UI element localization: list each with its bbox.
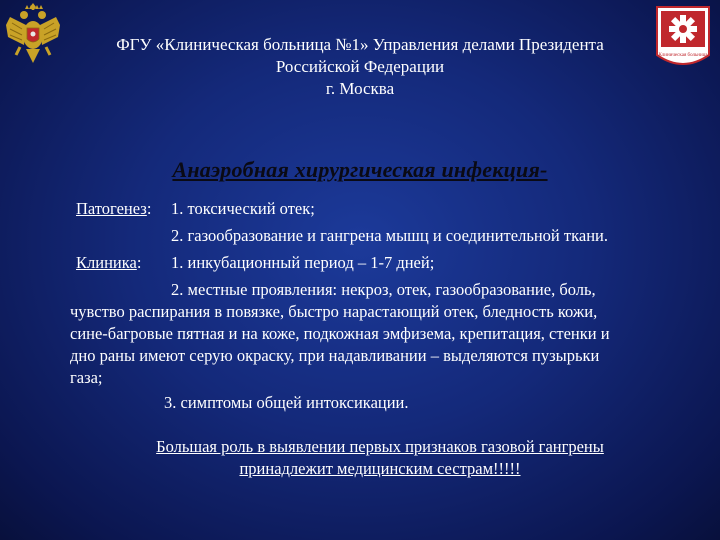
pathogenesis-item-1: 1. токсический отек; bbox=[171, 199, 315, 218]
header bbox=[72, 34, 648, 100]
pathogenesis-row-1 bbox=[76, 198, 151, 220]
slide-title: Анаэробная хирургическая инфекция- bbox=[172, 157, 548, 182]
header-line-2: Российской Федерации bbox=[275, 57, 445, 76]
clinic-item-2-line-3: сине-багровые пятная и на коже, подкожная эмфизема, крепитация, стенки и bbox=[70, 324, 610, 343]
footer-line-2: принадлежит медицинским сестрам!!!!! bbox=[239, 459, 521, 478]
clinic-item-1: 1. инкубационный период – 1-7 дней; bbox=[171, 253, 435, 272]
header-line-3: г. Москва bbox=[325, 79, 395, 98]
clinic-row-1 bbox=[76, 252, 141, 274]
footer-note bbox=[0, 436, 720, 480]
pathogenesis-item-2: 2. газообразование и гангрена мышц и соединительной ткани. bbox=[171, 226, 608, 245]
clinic-item-2-line-5: газа; bbox=[70, 368, 103, 387]
header-line-1: ФГУ «Клиническая больница №1» Управления делами Президента bbox=[116, 35, 604, 54]
coat-of-arms-icon bbox=[4, 3, 62, 69]
clinic-item-2-line-2: чувство распирания в повязке, быстро нарастающий отек, бледность кожи, bbox=[70, 302, 598, 321]
clinic-sep: : bbox=[136, 253, 142, 272]
footer-line-1: Большая роль в выявлении первых признаков газовой гангрены bbox=[156, 437, 604, 456]
clinic-item-2-line-4: дно раны имеют серую окраску, при надавливании – выделяются пузырьки bbox=[70, 346, 600, 365]
clinic-item-3: 3. симптомы общей интоксикации. bbox=[164, 393, 409, 412]
clinic-label: Клиника bbox=[76, 253, 137, 272]
hospital-emblem-icon bbox=[655, 5, 711, 73]
pathogenesis-sep: : bbox=[146, 199, 152, 218]
clinic-item-2-line-1: 2. местные проявления: некроз, отек, газообразование, боль, bbox=[171, 280, 596, 299]
emblem-caption: Клиническая больница bbox=[658, 53, 708, 58]
pathogenesis-label: Патогенез bbox=[76, 199, 147, 218]
